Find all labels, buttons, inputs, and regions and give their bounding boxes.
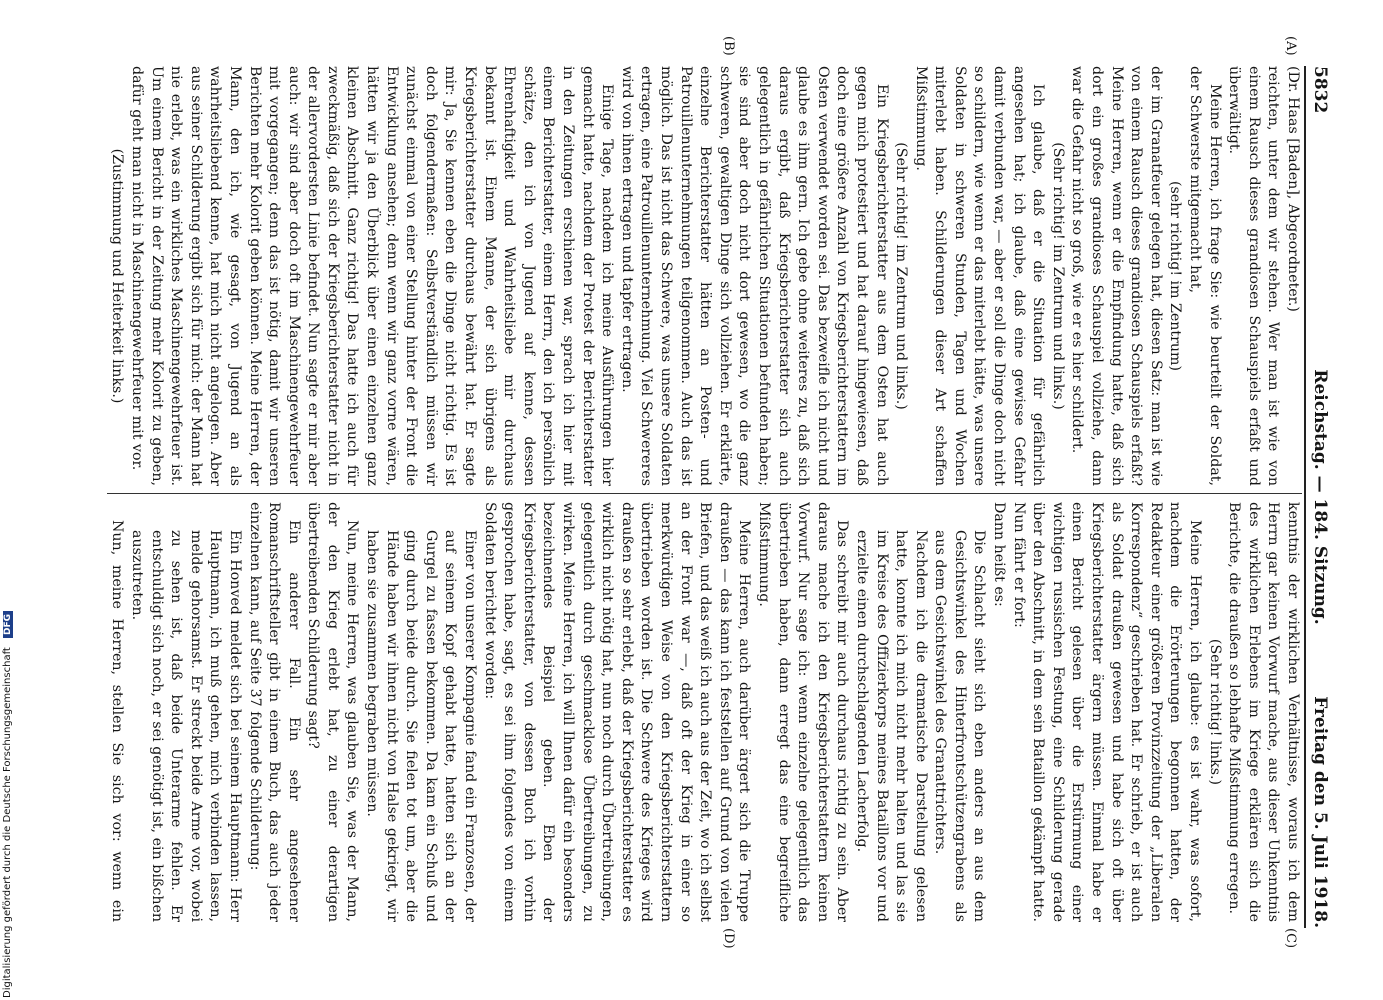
column-divider — [107, 493, 1302, 494]
interjection: (sehr richtig! im Zentrum) — [1167, 180, 1184, 372]
quotation: Nachdem ich die dramatische Darstellung gelesen hatte, konnte ich mich nicht mehr halten und las sie im Kreise des Offizierkorps meines Bataillons vor und erzielte einen durchschlagenden Lacherfolg. — [853, 530, 929, 922]
interjection: (Sehr richtig! im Zentrum und links.) — [1049, 142, 1066, 410]
quotation: Die Schlacht sieht sich eben anders an aus dem Gesichtswinkel des Hinterfrontschützengrabens als aus dem Gesichtswinkel des Granattrichters. — [932, 530, 988, 922]
dfg-logo: DFG — [3, 611, 13, 638]
paragraph: Ein anderer Fall. Ein sehr angesehener Romanschriftsteller gibt in einem Buch, das auch jeder einzelnen kann, auf Seite 37 folgende Schilderung: — [246, 502, 302, 922]
interjection: (Sehr richtig! links.) — [1206, 638, 1223, 786]
paragraph: Dann heißt es: — [991, 502, 1008, 607]
paragraph: Meine Herren, auch darüber ärgert sich die Truppe draußen — das kann ich feststellen auf Grund von vielen Briefen, und das weiß ich auch aus der Zeit, wo ich selbst an der Front war —, daß oft der Krieg in einer so merkwürdigen Weise von den Kriegsberichterstattern übertrieben worden ist. Die Schwere des Krieges wird draußen so sehr erlebt, daß der Kriegsberichterstatter es wirklich nicht nötig hat, nun noch durch Übertreibungen, gelegentlich durch geschmacklose Übertreibungen, zu wirken. Meine Herren, ich will Ihnen dafür ein besonders bezeichnendes Beispiel geben. Eben der Kriegsberichterstatter, von dessen Buch ich vorhin gesprochen habe, sagt, es sei ihm folgendes von einem Soldaten berichtet worden: — [481, 502, 753, 922]
paragraph: Nun, meine Herren, was glauben Sie, was der Mann, der den Krieg erlebt hat, zu einer derartigen übertreibenden Schilderung sagt? — [305, 502, 361, 922]
paragraph: Nun, meine Herren, stellen Sie sich vor: wenn ein — [109, 520, 126, 922]
paragraph: Ich glaube, daß er die Situation für gefährlich angesehen hat; ich glaube, daß eine gewisse Gefahr damit verbunden war, — aber er soll die Dinge doch nicht so schildern, wie wenn er das miterlebt hätte, was unsere Soldaten in schweren Stunden, Tagen und Wochen miterlebt haben. Schilderungen dieser Art schaffen Mißstimmung. — [912, 66, 1047, 486]
page-header — [1304, 66, 1332, 928]
digitization-credit — [2, 611, 13, 998]
margin-marker-b: (B) — [721, 36, 736, 56]
margin-marker-c: (C) — [1283, 928, 1298, 949]
paragraph: der im Granatfeuer gelegen hat, diesen Satz: man ist wie von einem Rausch dieses grandiosen Schauspiels erfaßt? Meine Herren, wenn er die Empfindung hatte, daß sich dort ein großes grandioses Schauspiel vollziehe, dann war die Gefahr nicht so groß, wie er es hier schildert. — [1069, 66, 1164, 486]
credit-text: Digitalisierung gefördert durch die Deutsche Forschungsgemeinschaft — [2, 647, 13, 998]
paragraph: Meine Herren, ich glaube: es ist wahr, was sofort, nachdem die Erörterungen begonnen hatten, der Redakteur einer größeren Provinzzeitung der „Liberalen Korrespondenz“ geschrieben hat. Er schrieb, er ist auch als Soldat draußen gewesen und habe sich oft über Kriegsberichterstatter ärgern müssen. Einmal habe er einen Bericht gelesen über die Erstürmung einer wichtigen russischen Festung, eine Schilderung gerade über den Abschnitt, in dem sein Bataillon gekämpft hatte. Nun fährt er fort: — [1010, 502, 1204, 922]
right-text-column — [107, 502, 1302, 922]
left-text-column — [107, 66, 1302, 486]
margin-marker-a: (A) — [1283, 36, 1298, 56]
interjection: (Zustimmung und Heiterkeit links.) — [109, 148, 126, 404]
quotation: Ein Honved meldet sich bei seinem Hauptmann: Herr Hauptmann, ich muß gehen, mich verbinden lassen, melde gehorsamst. Er streckt beide Arme vor, wobei zu sehen ist, daß beide Unterarme fehlen. Er entschuldigt sich noch, er sei genötigt ist, ein bißchen auszutreten. — [128, 530, 243, 922]
paragraph: kenntnis der wirklichen Verhältnisse, woraus ich dem Herrn gar keinen Vorwurf mache, aus dieser Unkenntnis des wirklichen Erlebens im Kriege erklären sich die Berichte, die draußen so lebhafte Mißstimmung erregen. — [1226, 502, 1301, 922]
paragraph: Das schreibt mir auch durchaus richtig zu sein. Aber daraus mache ich den Kriegsberichterstattern keinen Vorwurf. Nur sage ich: wenn einzelne gelegentlich das übertrieben haben, dann erregt das eine begreifliche Mißstimmung. — [755, 502, 851, 922]
margin-marker-d: (D) — [721, 928, 736, 949]
quotation: Einer von unserer Kompagnie fand ein Franzosen, der auf seinem Kopf gehabt hatte, hatten sich an der Gurgel zu fassen bekommen. Da kam ein Schuß und ging durch beide durch. Sie fielen tot um, aber die Hände haben wir ihnen nicht von Halse gekriegt, wir haben sie zusammen begraben müssen. — [364, 530, 479, 922]
paragraph: Ein Kriegsberichterstatter aus dem Osten hat auch gegen mich protestiert und hat darauf hingewiesen, daß doch eine größere Anzahl von Kriegsberichterstattern im Osten verwendet worden sei. Das bezweifle ich nicht und glaube es ihm gern. Ich gebe ohne weiteres zu, daß sich daraus ergibt, daß Kriegsberichterstatter sich auch gelegentlich in gefährlichen Situationen befunden haben; sie sind aber doch nicht dort gewesen, wo die ganz schweren, gewaltigen Dinge sich vollziehen. Er erklärte, einzelne Berichterstatter hätten an Posten- und Patrouillenunternehmungen teilgenommen. Auch das ist möglich. Das ist nicht das Schwere, was unsere Soldaten ertragen, eine Patrouillenunternehmung. Viel Schwereres wird von ihnen ertragen und tapfer ertragen. — [618, 66, 890, 486]
paragraph: Einige Tage, nachdem ich meine Ausführungen hier gemacht hatte, nachdem der Protest der Berichterstatter in den Zeitungen erschienen war, sprach ich hier mit einem Berichterstatter, einem Herrn, den ich persönlich schätze, den ich von Jugend auf kenne, dessen Ehrenhaftigkeit und Wahrheitsliebe mir durchaus bekannt ist. Einem Manne, der sich übrigens als Kriegsberichterstatter durchaus bewährt hat. Er sagte mir: Ja, Sie kennen eben die Dinge nicht richtig. Es ist doch folgendermaßen: Selbstverständlich müssen wir zunächst einmal von einer Stellung hinter der Front die Entwicklung ansehen; denn wenn wir ganz vorne wären, hätten wir ja den Überblick über einen einzelnen ganz kleinen Abschnitt. Ganz richtig! Das hatte ich auch für zweckmäßig, daß sich der Kriegsberichterstatter nicht in der allervordersten Linie befindet. Nun sagte er mir aber auch: wir sind aber doch oft im Maschinengewehrfeuer mit vorgegangen; denn das ist nötig, damit wir unseren Berichten mehr Kolorit geben können. Meine Herren, der Mann, den ich, wie gesagt, von Jugend an als wahrheitsliebend kenne, hat mich nicht angelogen. Aber aus seiner Schilderung ergibt sich für mich: der Mann hat nie erlebt, was ein wirkliches Maschinengewehrfeuer ist. Um einem Bericht in der Zeitung mehr Kolorit zu geben, dafür geht man nicht in Maschinengewehrfeuer mit vor. — [128, 66, 616, 486]
session-title: Reichstag. — 184. Sitzung. — [1310, 369, 1330, 625]
rotated-newspaper-page — [96, 36, 1336, 949]
paragraph: reichten, unter dem wir stehen. Wer man ist wie von einem Rausch dieses grandiosen Schauspiels erfaßt und überwältigt. — [1226, 66, 1282, 486]
session-date: Freitag den 5. Juli 1918. — [1310, 696, 1330, 928]
paragraph: Meine Herren, ich frage Sie: wie beurteilt der Soldat, der Schwerste mitgemacht hat, — [1187, 66, 1223, 486]
page-number: 5832 — [1310, 66, 1330, 114]
speaker-line: (Dr. Haas [Baden], Abgeordneter.) — [1285, 66, 1301, 312]
interjection: (Sehr richtig! im Zentrum und links.) — [893, 142, 910, 410]
